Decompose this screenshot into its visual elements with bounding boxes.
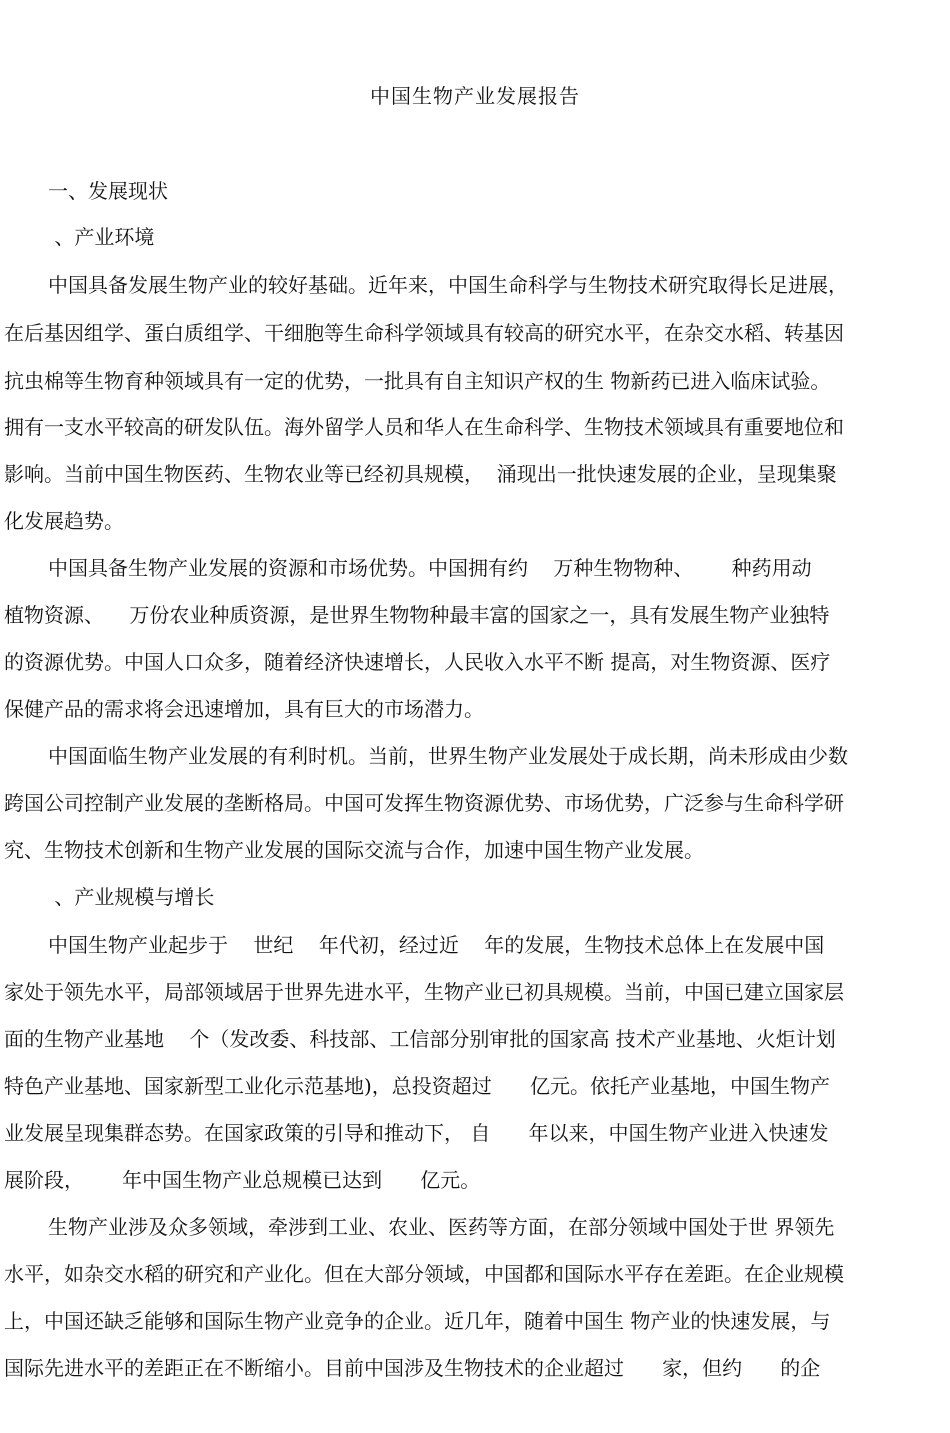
paragraph-line: 家处于领先水平，局部领域居于世界先进水平，生物产业已初具规模。当前，中国已建立国家层 xyxy=(4,980,844,1004)
subsection-heading: 、产业规模与增长 xyxy=(48,885,215,909)
paragraph-line: 特色产业基地、国家新型工业化示范基地)，总投资超过 亿元。依托产业基地，中国生物产 xyxy=(4,1074,830,1098)
paragraph-line: 化发展趋势。 xyxy=(4,509,124,533)
paragraph-line: 面的生物产业基地 个（发改委、科技部、工信部分别审批的国家高 技术产业基地、火炬计划 xyxy=(4,1027,836,1051)
subsection-heading: 、产业环境 xyxy=(48,225,155,249)
paragraph-line: 植物资源、 万份农业种质资源，是世界生物物种最丰富的国家之一，具有发展生物产业独特 xyxy=(4,603,830,627)
document-title: 中国生物产业发展报告 xyxy=(370,84,580,108)
paragraph-line: 中国具备发展生物产业的较好基础。近年来，中国生命科学与生物技术研究取得长足进展， xyxy=(48,273,848,297)
paragraph-line: 的资源优势。中国人口众多，随着经济快速增长，人民收入水平不断 提高，对生物资源、医疗 xyxy=(4,650,831,674)
paragraph-line: 中国生物产业起步于 世纪 年代初，经过近 年的发展，生物技术总体上在发展中国 xyxy=(48,933,825,957)
section-heading: 一、发展现状 xyxy=(48,179,168,203)
paragraph-line: 国际先进水平的差距正在不断缩小。目前中国涉及生物技术的企业超过 家，但约 的企 xyxy=(4,1356,821,1380)
paragraph-line: 抗虫棉等生物育种领域具有一定的优势，一批具有自主知识产权的生 物新药已进入临床试验。 xyxy=(4,369,831,393)
paragraph-line: 上，中国还缺乏能够和国际生物产业竞争的企业。近几年，随着中国生 物产业的快速发展，与 xyxy=(4,1309,831,1333)
paragraph-line: 究、生物技术创新和生物产业发展的国际交流与合作，加速中国生物产业发展。 xyxy=(4,838,704,862)
paragraph-line: 影响。当前中国生物医药、生物农业等已经初具规模， 涌现出一批快速发展的企业，呈现集聚 xyxy=(4,462,837,486)
paragraph-line: 拥有一支水平较高的研发队伍。海外留学人员和华人在生命科学、生物技术领域具有重要地位和 xyxy=(4,415,844,439)
paragraph-line: 水平，如杂交水稻的研究和产业化。但在大部分领域，中国都和国际水平存在差距。在企业规模 xyxy=(4,1262,844,1286)
paragraph-line: 在后基因组学、蛋白质组学、干细胞等生命科学领域具有较高的研究水平，在杂交水稻、转基因 xyxy=(4,321,844,345)
paragraph-line: 生物产业涉及众多领域，牵涉到工业、农业、医药等方面，在部分领域中国处于世 界领先 xyxy=(48,1215,835,1239)
paragraph-line: 业发展呈现集群态势。在国家政策的引导和推动下， 自 年以来，中国生物产业进入快速发 xyxy=(4,1121,829,1145)
paragraph-line: 中国面临生物产业发展的有利时机。当前，世界生物产业发展处于成长期，尚未形成由少数 xyxy=(48,744,848,768)
paragraph-line: 展阶段， 年中国生物产业总规模已达到 亿元。 xyxy=(4,1168,481,1192)
paragraph-line: 中国具备生物产业发展的资源和市场优势。中国拥有约 万种生物物种、 种药用动 xyxy=(48,556,812,580)
paragraph-line: 保健产品的需求将会迅速增加，具有巨大的市场潜力。 xyxy=(4,697,484,721)
paragraph-line: 跨国公司控制产业发展的垄断格局。中国可发挥生物资源优势、市场优势，广泛参与生命科学研 xyxy=(4,791,844,815)
